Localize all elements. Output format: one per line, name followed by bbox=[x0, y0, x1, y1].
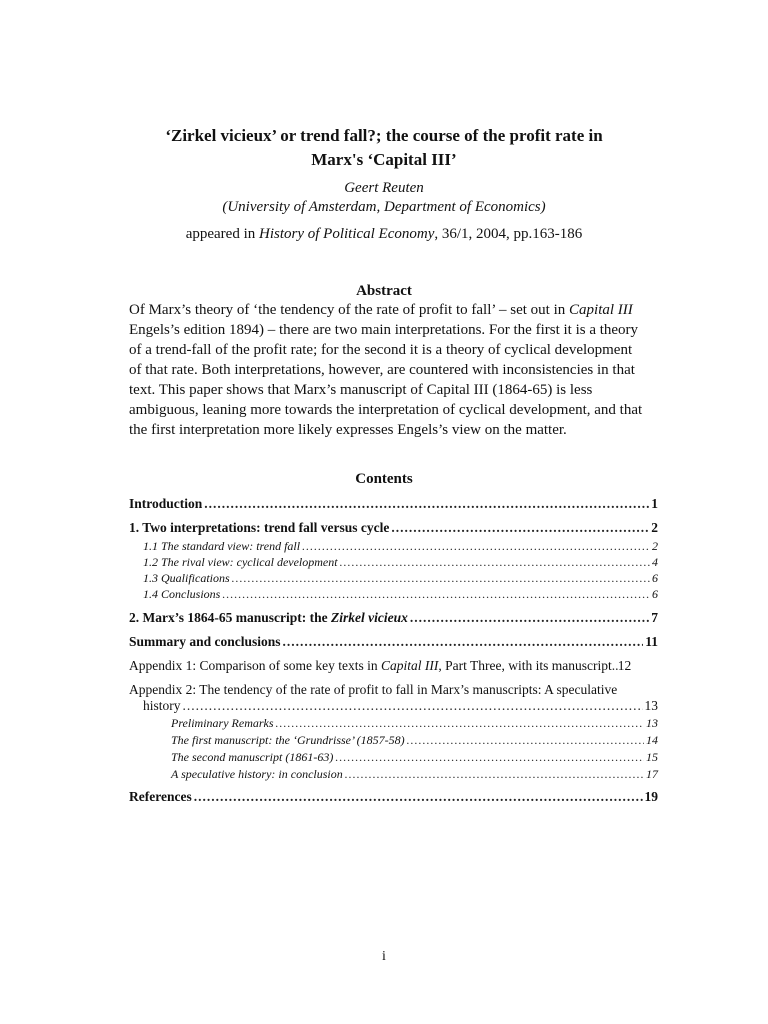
toc-entry-appendix-2[interactable] bbox=[143, 697, 658, 715]
toc-page-number: 12 bbox=[617, 658, 632, 673]
toc-label: history bbox=[143, 698, 181, 713]
toc-page-number: 13 bbox=[646, 716, 658, 730]
abstract-line-6: ambiguous, leaning more towards the interpretation of cyclical development, and that bbox=[129, 402, 643, 418]
toc-label: 1.1 The standard view: trend fall bbox=[143, 539, 301, 553]
abstract-line-1-italic: Capital III bbox=[569, 302, 633, 318]
toc-entry-appendix-2-first-manuscript[interactable] bbox=[171, 731, 658, 749]
publication-prefix: appeared in bbox=[185, 226, 259, 242]
toc-label: A speculative history: in conclusion bbox=[171, 767, 343, 781]
toc-label: The second manuscript (1861-63) bbox=[171, 750, 334, 764]
toc-label: References bbox=[129, 789, 192, 804]
toc-page-number: 4 bbox=[652, 555, 658, 569]
abstract-line-2: Engels’s edition 1894) – there are two main interpretations. For the first it is a theory bbox=[129, 322, 639, 338]
toc-page-number: 11 bbox=[645, 634, 658, 649]
toc-label: 1. Two interpretations: trend fall versus cycle bbox=[129, 520, 390, 535]
paper-title-line-1: ‘Zirkel vicieux’ or trend fall?; the course of the profit rate in bbox=[165, 126, 603, 145]
toc-label: 1.3 Qualifications bbox=[143, 571, 230, 585]
abstract-line-1-text: Of Marx’s theory of ‘the tendency of the rate of profit to fall’ – set out in bbox=[129, 302, 570, 318]
abstract-line-4: of that rate. Both interpretations, however, are countered with inconsistencies in that bbox=[129, 362, 635, 378]
toc-label bbox=[129, 657, 612, 675]
toc-leader bbox=[276, 714, 644, 732]
toc-page-number: 13 bbox=[644, 698, 658, 713]
toc-page-number: 2 bbox=[651, 520, 658, 535]
toc-label: 1.4 Conclusions bbox=[143, 587, 221, 601]
toc-page-number: 6 bbox=[652, 571, 658, 585]
abstract-line-7: the first interpretation more likely expresses Engels’s view on the matter. bbox=[129, 422, 567, 438]
abstract-line-5: text. This paper shows that Marx’s manuscript of Capital III (1864-65) is less bbox=[129, 382, 593, 398]
journal-name: History of Political Economy bbox=[258, 226, 435, 242]
toc-entry-appendix-2-second-manuscript[interactable] bbox=[171, 748, 658, 766]
toc-entry-appendix-2-preliminary[interactable] bbox=[171, 714, 658, 732]
toc-leader bbox=[194, 788, 643, 806]
toc-leader bbox=[183, 697, 643, 715]
toc-leader bbox=[407, 731, 644, 749]
author-name: Geert Reuten bbox=[344, 180, 424, 196]
toc-leader bbox=[222, 585, 650, 603]
toc-entry-summary[interactable] bbox=[129, 633, 658, 651]
toc-entry-section-1-4[interactable] bbox=[143, 585, 658, 603]
toc-page-number: 1 bbox=[651, 496, 658, 511]
publication-details: , 36/1, 2004, pp.163-186 bbox=[434, 226, 583, 242]
toc-entry-section-2[interactable] bbox=[129, 609, 658, 627]
toc-entry-appendix-2-line-1[interactable]: Appendix 2: The tendency of the rate of profit to fall in Marx’s manuscripts: A speculative bbox=[129, 682, 618, 697]
toc-page-number: 2 bbox=[652, 539, 658, 553]
toc-page-number: 14 bbox=[646, 733, 658, 747]
toc-label: Introduction bbox=[129, 496, 203, 511]
author-affiliation: (University of Amsterdam, Department of Economics) bbox=[222, 199, 546, 215]
toc-page-number: 19 bbox=[644, 789, 658, 804]
toc-label-text-end: , Part Three, with its manuscript bbox=[438, 658, 612, 673]
toc-leader bbox=[204, 495, 649, 513]
toc-label: Summary and conclusions bbox=[129, 634, 281, 649]
toc-label-italic: Capital III bbox=[380, 658, 439, 673]
toc-label: The first manuscript: the ‘Grundrisse’ (1857-58) bbox=[171, 733, 405, 747]
publication-note bbox=[60, 224, 708, 244]
toc-leader bbox=[345, 765, 644, 783]
toc-entry-introduction[interactable] bbox=[129, 495, 658, 513]
toc-entry-appendix-2-conclusion[interactable] bbox=[171, 765, 658, 783]
abstract-line-3: of a trend-fall of the profit rate; for the second it is a theory of cyclical development bbox=[129, 342, 633, 358]
paper-title-line-2: Marx's ‘Capital III’ bbox=[311, 150, 457, 169]
toc-leader bbox=[391, 519, 649, 537]
abstract-heading: Abstract bbox=[356, 283, 412, 299]
page-number: i bbox=[382, 949, 386, 964]
paper-title bbox=[100, 124, 668, 172]
toc-entry-appendix-1[interactable] bbox=[129, 657, 658, 675]
abstract-line-1 bbox=[129, 300, 633, 320]
toc-leader bbox=[410, 609, 649, 627]
toc-label-italic: Zirkel vicieux bbox=[330, 610, 408, 625]
toc-entry-section-1[interactable] bbox=[129, 519, 658, 537]
toc-entry-references[interactable] bbox=[129, 788, 658, 806]
contents-heading: Contents bbox=[355, 471, 413, 487]
toc-label: 1.2 The rival view: cyclical development bbox=[143, 555, 338, 569]
toc-leader bbox=[283, 633, 644, 651]
toc-label-text: 2. Marx’s 1864-65 manuscript: the bbox=[129, 610, 331, 625]
toc-page-number: 7 bbox=[651, 610, 658, 625]
toc-label bbox=[129, 609, 408, 627]
toc-leader bbox=[335, 748, 644, 766]
toc-label-text: Appendix 1: Comparison of some key texts in bbox=[129, 658, 381, 673]
toc-page-number: 17 bbox=[646, 767, 658, 781]
toc-label: Preliminary Remarks bbox=[171, 716, 274, 730]
toc-page-number: 6 bbox=[652, 587, 658, 601]
toc-page-number: 15 bbox=[646, 750, 658, 764]
